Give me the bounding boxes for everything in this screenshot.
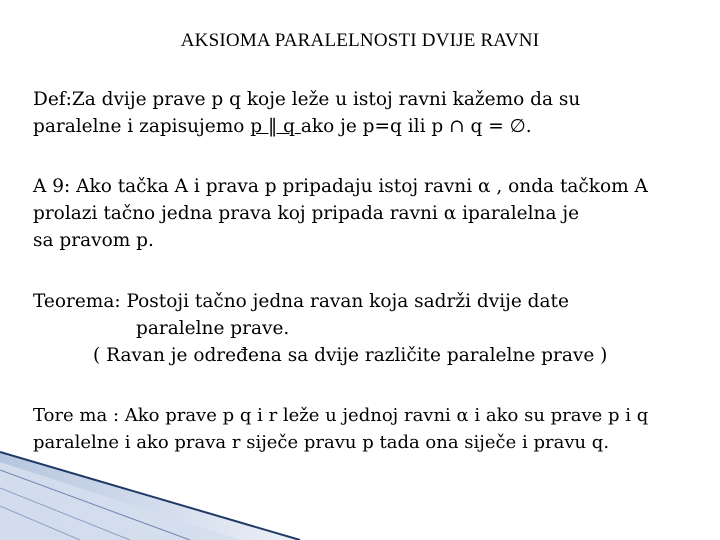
theorem-1-line-2: paralelne prave. — [136, 318, 290, 339]
axiom-line-2: prolazi tačno jedna prava koj pripada ravni α iparalelna je — [33, 203, 580, 224]
slide-title: AKSIOMA PARALELNOSTI DVIJE RAVNI — [180, 30, 540, 51]
theorem-2-block — [33, 402, 648, 456]
axiom-line-3: sa pravom p. — [33, 230, 154, 251]
definition-line-2-post: ako je p=q ili p ∩ q = ∅. — [300, 116, 532, 137]
definition-line-2 — [33, 113, 580, 140]
definition-line-2-pre: paralelne i zapisujemo — [33, 116, 251, 137]
theorem-1-line-3: ( Ravan je određena sa dvije različite paralelne prave ) — [93, 345, 608, 366]
theorem-2-line-1: Tore ma : Ako prave p q i r leže u jednoj ravni α i ako su prave p i q — [33, 405, 649, 426]
axiom-block — [33, 173, 648, 254]
axiom-line-1: A 9: Ako tačka A i prava p pripadaju istoj ravni α , onda tačkom A — [33, 176, 648, 197]
definition-block — [33, 86, 580, 140]
definition-line-1: Def:Za dvije prave p q koje leže u istoj ravni kažemo da su — [33, 89, 581, 110]
parallel-notation: p ‖ q — [250, 116, 301, 137]
theorem-2-line-2: paralelne i ako prava r siječe pravu p tada ona siječe i pravu q. — [33, 432, 610, 453]
theorem-1-line-1: Teorema: Postoji tačno jedna ravan koja sadrži dvije date — [33, 291, 569, 312]
theorem-1-block — [33, 288, 607, 369]
